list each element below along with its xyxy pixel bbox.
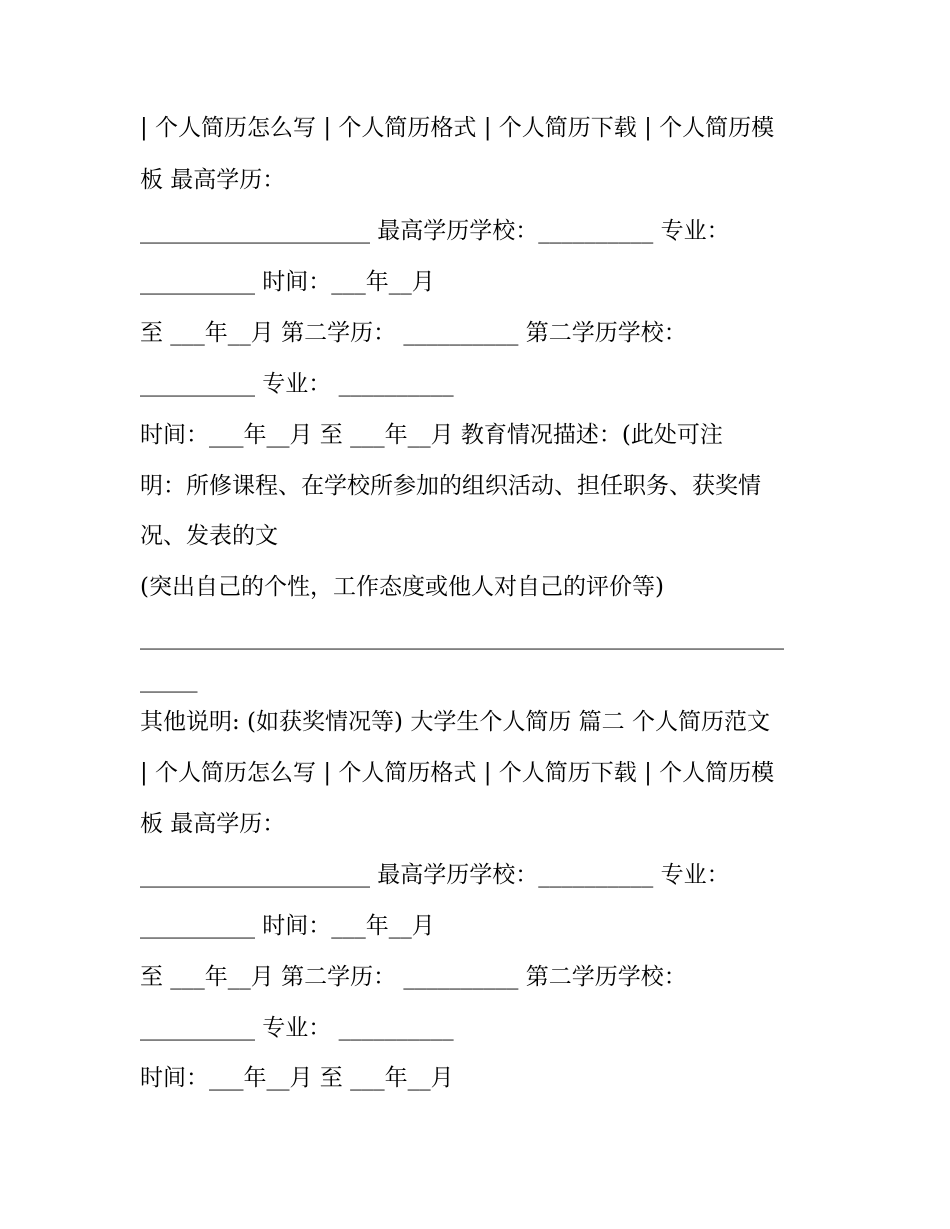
text-line: __________ 时间：___年__月: [140, 269, 435, 295]
text-line: (突出自己的个性，工作态度或他人对自己的评价等): [140, 574, 664, 600]
text-line: __________ 专业： __________: [140, 371, 454, 397]
text-line: 至 ___年__月 第二学历： __________ 第二学历学校：: [140, 320, 687, 346]
text-line: 况、发表的文: [140, 523, 278, 549]
text-line: 时间：___年__月 至 ___年__月: [140, 1065, 454, 1091]
text-line: 明：所修课程、在学校所参加的组织活动、担任职务、获奖情: [140, 473, 761, 499]
text-line: ____________________ 最高学历学校：__________ 专业：: [140, 862, 730, 888]
text-line: | 个人简历怎么写 | 个人简历格式 | 个人简历下载 | 个人简历模: [140, 115, 775, 141]
text-line: 时间：___年__月 至 ___年__月 教育情况描述：(此处可注: [140, 422, 723, 448]
text-line: | 个人简历怎么写 | 个人简历格式 | 个人简历下载 | 个人简历模: [140, 760, 775, 786]
text-line: _____: [140, 667, 198, 693]
text-line: ________________________________________________________: [140, 624, 784, 650]
text-line: 板 最高学历：: [140, 167, 286, 193]
text-line: __________ 时间：___年__月: [140, 913, 435, 939]
text-line: 至 ___年__月 第二学历： __________ 第二学历学校：: [140, 964, 687, 990]
text-line: 其他说明: (如获奖情况等) 大学生个人简历 篇二 个人简历范文: [140, 709, 770, 735]
text-line: 板 最高学历：: [140, 811, 286, 837]
text-line: __________ 专业： __________: [140, 1015, 454, 1041]
text-line: ____________________ 最高学历学校：__________ 专业：: [140, 218, 730, 244]
